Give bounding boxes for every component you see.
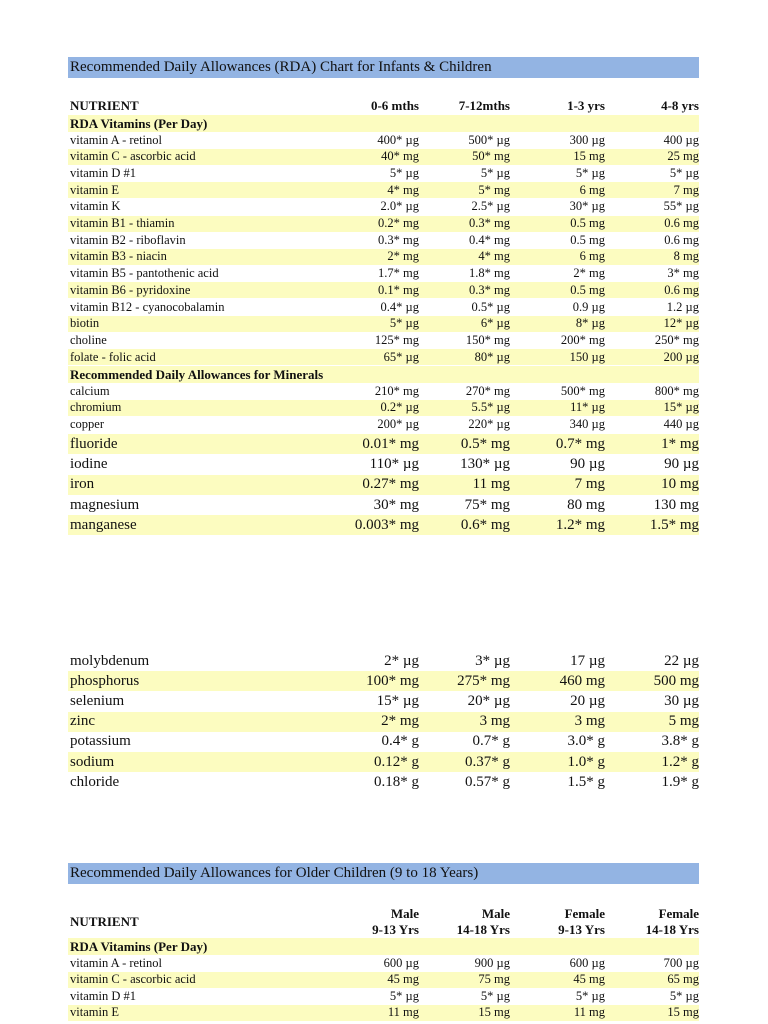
value-cell: 440 µg (663, 416, 699, 431)
value-cell: 1.2* g (661, 753, 699, 770)
value-cell: 5* µg (389, 988, 419, 1003)
table-row (68, 249, 699, 265)
value-cell: 5* µg (575, 165, 605, 180)
table-row (68, 316, 699, 332)
table-row (68, 182, 699, 198)
value-cell: 0.5 mg (570, 216, 605, 230)
value-cell: 0.7* g (472, 733, 510, 750)
value-cell: 80 mg (567, 496, 605, 513)
nutrient-name: phosphorus (70, 672, 140, 689)
nutrient-name: vitamin A - retinol (70, 132, 163, 147)
value-cell: 3* µg (475, 652, 510, 669)
value-cell: 100* mg (366, 672, 419, 689)
value-cell: 5* µg (669, 988, 699, 1003)
value-cell: 900 µg (474, 955, 510, 970)
value-cell: 2.5* µg (471, 199, 510, 214)
table1-title: Recommended Daily Allowances (RDA) Chart for Infants & Children (68, 57, 699, 78)
table-row (68, 972, 699, 988)
value-cell: 5 mg (668, 713, 699, 730)
value-cell: 65 mg (667, 972, 699, 987)
value-cell: 90 µg (570, 455, 605, 472)
nutrient-name: zinc (70, 713, 95, 730)
value-cell: 5* µg (480, 988, 510, 1003)
table-row (68, 332, 699, 348)
value-cell: 80* µg (474, 349, 510, 364)
value-cell: 0.18* g (374, 773, 419, 790)
nutrient-name: vitamin B1 - thiamin (70, 216, 175, 230)
value-cell: 11 mg (573, 1005, 605, 1020)
value-cell: 130 mg (653, 496, 699, 513)
value-cell: 1.9* g (661, 773, 699, 790)
value-cell: 0.9 µg (572, 299, 605, 314)
value-cell: 125* mg (374, 332, 419, 347)
value-cell: 30* µg (569, 199, 605, 214)
value-cell: 1.2* mg (555, 516, 605, 533)
nutrient-name: copper (70, 416, 105, 431)
value-cell: 275* mg (457, 672, 510, 689)
nutrient-name: manganese (70, 516, 137, 533)
value-cell: 6 mg (579, 249, 605, 264)
nutrient-name: vitamin A - retinol (70, 955, 163, 970)
value-cell: 0.01* mg (362, 435, 419, 452)
value-cell: 5* µg (389, 165, 419, 180)
value-cell: 2* mg (573, 266, 605, 281)
table-row (68, 651, 699, 671)
nutrient-name: potassium (70, 733, 131, 750)
value-cell: 6* µg (480, 316, 510, 331)
header-col1: Male 9-13 Yrs (372, 906, 419, 937)
value-cell: 400 µg (663, 132, 699, 147)
nutrient-name: vitamin B2 - riboflavin (70, 232, 186, 247)
value-cell: 340 µg (569, 416, 605, 431)
value-cell: 0.4* mg (469, 232, 510, 247)
table-row (68, 416, 699, 432)
nutrient-name: sodium (70, 753, 115, 770)
value-cell: 5* µg (669, 165, 699, 180)
value-cell: 8 mg (673, 249, 699, 264)
nutrient-name: vitamin D #1 (70, 988, 136, 1003)
table-row (68, 199, 699, 215)
value-cell: 45 mg (573, 972, 605, 987)
value-cell: 3.0* g (567, 733, 605, 750)
value-cell: 200* µg (377, 416, 419, 431)
value-cell: 65* µg (383, 349, 419, 364)
table-row (68, 772, 699, 792)
value-cell: 0.6 mg (664, 216, 699, 230)
table1-header (68, 97, 699, 114)
table-row (68, 434, 699, 454)
nutrient-name: fluoride (70, 435, 118, 452)
table-row (68, 515, 699, 535)
value-cell: 5* µg (575, 988, 605, 1003)
value-cell: 0.27* mg (362, 476, 419, 492)
value-cell: 150 µg (569, 349, 605, 364)
value-cell: 150* mg (465, 332, 510, 347)
value-cell: 0.5 mg (570, 282, 605, 297)
value-cell: 0.6* mg (460, 516, 510, 533)
value-cell: 2* mg (381, 713, 419, 730)
value-cell: 90 µg (664, 455, 699, 472)
value-cell: 2.0* µg (380, 199, 419, 214)
table2-header (68, 905, 699, 939)
table-row (68, 266, 699, 282)
value-cell: 25 mg (667, 149, 699, 164)
value-cell: 50* mg (472, 149, 510, 164)
value-cell: 800* mg (654, 383, 699, 398)
value-cell: 6 mg (579, 182, 605, 197)
nutrient-name: selenium (70, 692, 125, 709)
value-cell: 600 µg (383, 955, 419, 970)
value-cell: 500* mg (560, 383, 605, 398)
value-cell: 7 mg (673, 182, 699, 197)
section-label: Recommended Daily Allowances for Minerals (70, 366, 324, 382)
value-cell: 1.2 µg (666, 299, 699, 314)
value-cell: 5* µg (389, 316, 419, 331)
value-cell: 200* mg (560, 332, 605, 347)
value-cell: 75* mg (464, 496, 510, 513)
value-cell: 220* µg (468, 416, 510, 431)
value-cell: 20 µg (570, 692, 605, 709)
value-cell: 3 mg (574, 713, 605, 730)
value-cell: 0.37* g (465, 753, 510, 770)
table-row (68, 475, 699, 495)
header-nutrient: NUTRIENT (70, 914, 139, 929)
section-minerals (68, 366, 699, 383)
value-cell: 0.6 mg (664, 232, 699, 247)
value-cell: 75 mg (478, 972, 510, 987)
table-row (68, 988, 699, 1004)
table-row (68, 299, 699, 315)
value-cell: 500* µg (468, 132, 510, 147)
table2-title: Recommended Daily Allowances for Older Children (9 to 18 Years) (68, 863, 699, 884)
value-cell: 8* µg (575, 316, 605, 331)
value-cell: 0.3* mg (378, 232, 419, 247)
nutrient-name: vitamin K (70, 199, 121, 214)
value-cell: 200 µg (663, 349, 699, 364)
table-row (68, 691, 699, 711)
value-cell: 30 µg (664, 692, 699, 709)
table-row (68, 1005, 699, 1021)
value-cell: 11* µg (570, 400, 605, 414)
value-cell: 30* mg (373, 496, 419, 513)
value-cell: 15* µg (663, 400, 699, 414)
nutrient-name: vitamin C - ascorbic acid (70, 972, 196, 987)
section-vitamins-older (68, 938, 699, 955)
value-cell: 2* µg (384, 652, 419, 669)
value-cell: 40* mg (381, 149, 419, 164)
section-vitamins (68, 115, 699, 132)
table-row (68, 165, 699, 181)
nutrient-name: vitamin B5 - pantothenic acid (70, 266, 219, 281)
value-cell: 15 mg (478, 1005, 510, 1020)
table-row (68, 132, 699, 148)
value-cell: 11 mg (387, 1005, 419, 1020)
value-cell: 250* mg (654, 332, 699, 347)
section-label: RDA Vitamins (Per Day) (70, 938, 208, 954)
table-row (68, 955, 699, 971)
value-cell: 0.5* mg (460, 435, 510, 452)
value-cell: 7 mg (574, 476, 605, 492)
value-cell: 1.7* mg (378, 266, 419, 281)
nutrient-name: folate - folic acid (70, 349, 156, 364)
value-cell: 0.57* g (465, 773, 510, 790)
value-cell: 0.3* mg (469, 216, 510, 230)
value-cell: 1* mg (661, 435, 699, 452)
value-cell: 22 µg (664, 652, 699, 669)
value-cell: 3.8* g (661, 733, 699, 750)
value-cell: 0.7* mg (555, 435, 605, 452)
table-row (68, 671, 699, 691)
nutrient-name: magnesium (70, 496, 140, 513)
nutrient-name: iodine (70, 455, 108, 472)
table-row (68, 149, 699, 165)
table-row (68, 282, 699, 298)
nutrient-name: calcium (70, 383, 110, 398)
value-cell: 1.5* mg (649, 516, 699, 533)
value-cell: 4* mg (478, 249, 510, 264)
value-cell: 0.4* g (381, 733, 419, 750)
value-cell: 0.2* mg (378, 216, 419, 230)
value-cell: 110* µg (369, 455, 419, 472)
table-row (68, 216, 699, 232)
value-cell: 700 µg (663, 955, 699, 970)
value-cell: 210* mg (374, 383, 419, 398)
value-cell: 45 mg (387, 972, 419, 987)
value-cell: 0.5* µg (471, 299, 510, 314)
value-cell: 10 mg (661, 476, 699, 492)
value-cell: 460 mg (559, 672, 605, 689)
table-row (68, 712, 699, 732)
table-row (68, 349, 699, 365)
nutrient-name: vitamin B6 - pyridoxine (70, 282, 191, 297)
value-cell: 17 µg (570, 652, 605, 669)
value-cell: 0.3* mg (469, 282, 510, 297)
value-cell: 5.5* µg (471, 400, 510, 414)
value-cell: 15 mg (573, 149, 605, 164)
header-col4: 4-8 yrs (661, 97, 699, 113)
header-col2: Male 14-18 Yrs (456, 906, 510, 937)
nutrient-name: choline (70, 332, 107, 347)
value-cell: 1.5* g (567, 773, 605, 790)
value-cell: 600 µg (569, 955, 605, 970)
table-row (68, 732, 699, 752)
value-cell: 5* µg (480, 165, 510, 180)
value-cell: 5* mg (478, 182, 510, 197)
nutrient-name: molybdenum (70, 652, 150, 669)
nutrient-name: chloride (70, 773, 120, 790)
nutrient-name: vitamin E (70, 182, 119, 197)
header-col3: Female 9-13 Yrs (558, 906, 605, 937)
table-row (68, 495, 699, 515)
header-col3: 1-3 yrs (567, 97, 605, 113)
value-cell: 0.1* mg (378, 282, 419, 297)
table-row (68, 383, 699, 399)
value-cell: 1.0* g (567, 753, 605, 770)
value-cell: 12* µg (663, 316, 699, 331)
header-col2: 7-12mths (458, 97, 510, 113)
table-row (68, 454, 699, 474)
table-row (68, 232, 699, 248)
value-cell: 500 mg (653, 672, 699, 689)
header-col4: Female 14-18 Yrs (645, 906, 699, 937)
value-cell: 0.12* g (374, 753, 419, 770)
header-col1: 0-6 mths (370, 97, 419, 113)
nutrient-name: vitamin B3 - niacin (70, 249, 167, 264)
value-cell: 15 mg (667, 1005, 699, 1020)
section-label: RDA Vitamins (Per Day) (70, 115, 208, 131)
value-cell: 2* mg (387, 249, 419, 264)
value-cell: 4* mg (387, 182, 419, 197)
value-cell: 300 µg (569, 132, 605, 147)
nutrient-name: vitamin D #1 (70, 165, 136, 180)
value-cell: 0.4* µg (380, 299, 419, 314)
value-cell: 55* µg (663, 199, 699, 214)
value-cell: 20* µg (467, 692, 510, 709)
value-cell: 1.8* mg (469, 266, 510, 281)
value-cell: 0.5 mg (570, 232, 605, 247)
nutrient-name: iron (70, 476, 95, 492)
value-cell: 3* mg (667, 266, 699, 281)
nutrient-name: vitamin C - ascorbic acid (70, 149, 196, 164)
table-row (68, 400, 699, 416)
value-cell: 0.003* mg (354, 516, 419, 533)
nutrient-name: vitamin B12 - cyanocobalamin (70, 299, 225, 314)
table-row (68, 752, 699, 772)
value-cell: 270* mg (465, 383, 510, 398)
nutrient-name: chromium (70, 400, 122, 414)
value-cell: 130* µg (460, 455, 510, 472)
nutrient-name: biotin (70, 316, 100, 331)
value-cell: 11 mg (472, 476, 510, 492)
value-cell: 15* µg (376, 692, 419, 709)
value-cell: 3 mg (479, 713, 510, 730)
header-nutrient: NUTRIENT (70, 97, 139, 113)
value-cell: 0.6 mg (664, 282, 699, 297)
value-cell: 0.2* µg (380, 400, 419, 414)
nutrient-name: vitamin E (70, 1005, 119, 1020)
value-cell: 400* µg (377, 132, 419, 147)
